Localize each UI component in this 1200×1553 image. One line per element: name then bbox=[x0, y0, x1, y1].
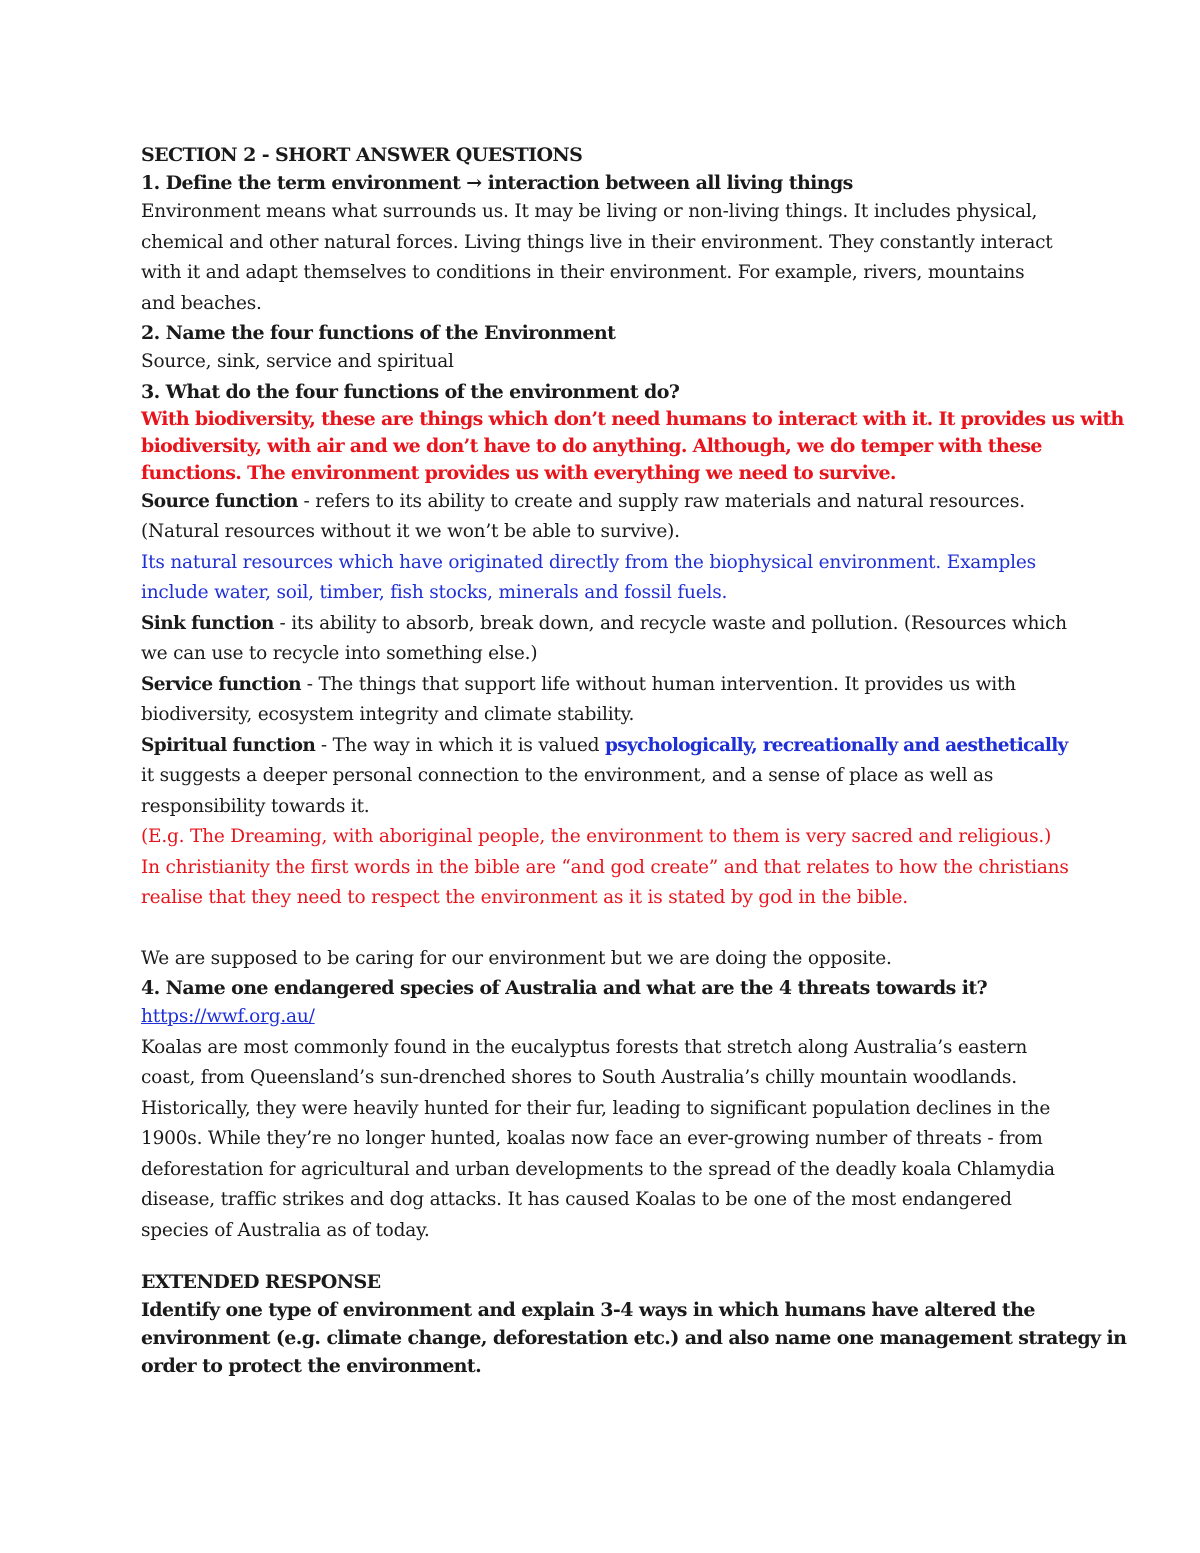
sink-function-text: - its ability to absorb, break down, and recycle waste and pollution. (Resources which bbox=[273, 612, 1067, 634]
source-function-blue-line: include water, soil, timber, fish stocks, minerals and fossil fuels. bbox=[141, 582, 728, 603]
answer-3-red-line: biodiversity, with air and we don’t have to do anything. Although, we do temper with these bbox=[141, 434, 1042, 457]
blank-line bbox=[141, 1246, 1061, 1268]
answer-3-red-line: functions. The environment provides us with everything we need to survive. bbox=[141, 461, 896, 484]
reference-link[interactable]: https://wwf.org.au/ bbox=[141, 1006, 315, 1027]
source-function-text: - refers to its ability to create and supply raw materials and natural resources. bbox=[297, 490, 1025, 512]
answer-1-line: Environment means what surrounds us. It may be living or non-living things. It includes physical, bbox=[141, 201, 1038, 222]
spiritual-function-line: responsibility towards it. bbox=[141, 795, 370, 817]
spiritual-function-red-line: In christianity the first words in the bible are “and god create” and that relates to how the christians bbox=[141, 856, 1069, 878]
spiritual-function-red-line: realise that they need to respect the environment as it is stated by god in the bible. bbox=[141, 887, 908, 908]
answer-4-line: species of Australia as of today. bbox=[141, 1219, 430, 1241]
answer-4-line: Koalas are most commonly found in the eucalyptus forests that stretch along Australia’s eastern bbox=[141, 1036, 1028, 1058]
spiritual-function-term: Spiritual function bbox=[141, 734, 316, 756]
source-function-line: (Natural resources without it we won’t be able to survive). bbox=[141, 521, 680, 542]
answer-4-line: deforestation for agricultural and urban developments to the spread of the deadly koala Chlamydia bbox=[141, 1158, 1055, 1180]
spiritual-function-red-line: (E.g. The Dreaming, with aboriginal people, the environment to them is very sacred and religious.) bbox=[141, 826, 1052, 847]
extended-response-heading: EXTENDED RESPONSE bbox=[141, 1271, 381, 1293]
answer-4-line: coast, from Queensland’s sun-drenched shores to South Australia’s chilly mountain woodlands. bbox=[141, 1067, 1017, 1088]
spiritual-function-line: it suggests a deeper personal connection to the environment, and a sense of place as well as bbox=[141, 765, 994, 786]
question-2: 2. Name the four functions of the Environment bbox=[141, 322, 616, 344]
document-body bbox=[141, 141, 1127, 1380]
answer-4-line: Historically, they were heavily hunted for their fur, leading to significant population declines in the bbox=[141, 1097, 1051, 1119]
source-function-line bbox=[141, 487, 1061, 518]
sink-function-line bbox=[141, 609, 1067, 640]
source-function-blue-line: Its natural resources which have originated directly from the biophysical environment. Examples bbox=[141, 551, 1036, 573]
service-function-line bbox=[141, 670, 1061, 701]
answer-2: Source, sink, service and spiritual bbox=[141, 351, 454, 372]
sink-function-term: Sink function bbox=[141, 612, 274, 634]
answer-3-red-line: With biodiversity, these are things which don’t need humans to interact with it. It provides us with bbox=[141, 407, 1124, 430]
service-function-term: Service function bbox=[141, 673, 302, 695]
answer-1-line: and beaches. bbox=[141, 292, 262, 314]
extended-prompt-line: Identify one type of environment and explain 3-4 ways in which humans have altered the bbox=[141, 1299, 1035, 1321]
section-heading: SECTION 2 - SHORT ANSWER QUESTIONS bbox=[141, 144, 583, 166]
extended-prompt-line: environment (e.g. climate change, deforestation etc.) and also name one management strategy in bbox=[141, 1327, 1127, 1349]
extended-prompt-line: order to protect the environment. bbox=[141, 1355, 482, 1377]
spiritual-function-highlight: psychologically, recreationally and aesthetically bbox=[604, 734, 1068, 756]
closing-statement: We are supposed to be caring for our environment but we are doing the opposite. bbox=[141, 947, 892, 969]
service-function-text: - The things that support life without human intervention. It provides us with bbox=[301, 673, 1016, 695]
answer-4-line: 1900s. While they’re no longer hunted, koalas now face an ever-growing number of threats - from bbox=[141, 1128, 1043, 1149]
answer-4-line: disease, traffic strikes and dog attacks. It has caused Koalas to be one of the most endangered bbox=[141, 1189, 1012, 1210]
spiritual-function-line bbox=[141, 731, 1068, 762]
question-3: 3. What do the four functions of the environment do? bbox=[141, 380, 680, 403]
answer-1-line: chemical and other natural forces. Living things live in their environment. They constantly interact bbox=[141, 231, 1053, 253]
reference-link-line bbox=[141, 1002, 1061, 1033]
blank-line bbox=[141, 914, 1061, 944]
sink-function-line: we can use to recycle into something else.) bbox=[141, 643, 538, 664]
service-function-line: biodiversity, ecosystem integrity and climate stability. bbox=[141, 704, 635, 725]
question-4: 4. Name one endangered species of Australia and what are the 4 threats towards it? bbox=[141, 977, 988, 999]
spiritual-function-text: - The way in which it is valued bbox=[315, 734, 605, 756]
source-function-term: Source function bbox=[141, 490, 298, 512]
question-1: 1. Define the term environment → interaction between all living things bbox=[141, 172, 853, 194]
answer-1-line: with it and adapt themselves to conditions in their environment. For example, rivers, mountains bbox=[141, 262, 1025, 283]
